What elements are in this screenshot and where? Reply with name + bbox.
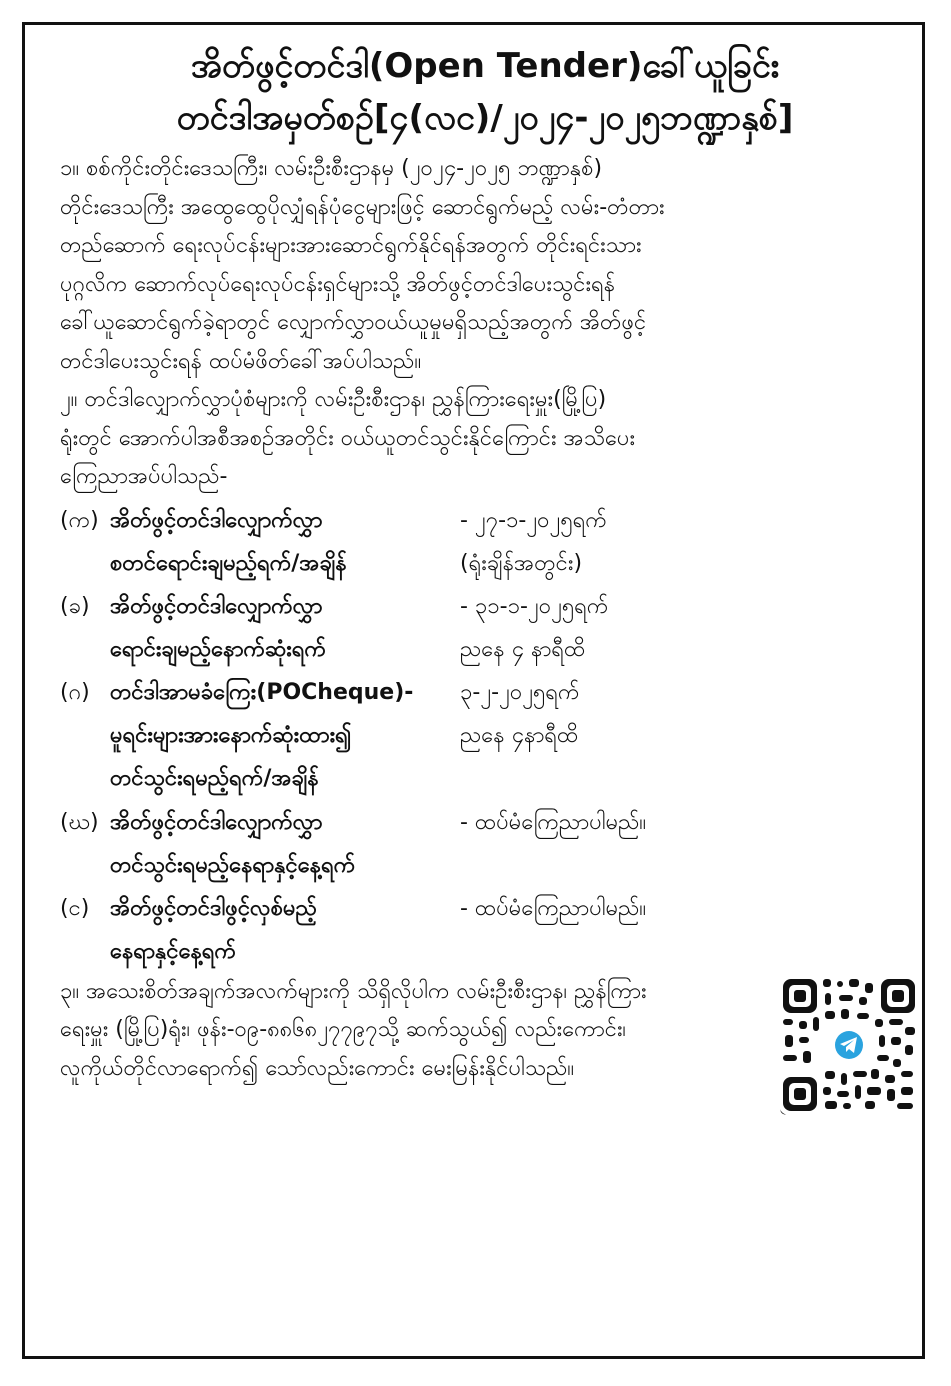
item-label-line: တင်ဒါအာမခံကြေး(POCheque)- — [110, 679, 414, 705]
item-value — [460, 887, 646, 930]
item-marker: (ဃ) — [60, 809, 99, 835]
item-label — [110, 801, 355, 887]
item-marker: (က) — [60, 507, 99, 533]
item-marker: (ခ) — [60, 593, 90, 619]
item-value-line: (ရုံးချိန်အတွင်း) — [460, 550, 583, 576]
paragraph-line: ၁။ စစ်ကိုင်းတိုင်းဒေသကြီး၊ လမ်းဦးစီးဌာနမှ (၂၀၂၄-၂၀၂၅ ဘဏ္ဍာနှစ်) — [60, 156, 603, 181]
item-value-line: - ထပ်မံကြေညာပါမည်။ — [460, 895, 647, 921]
item-value-line: - ၃၁-၁-၂၀၂၅ရက် — [460, 593, 609, 619]
item-value-line: ညနေ ၄ နာရီထိ — [460, 636, 586, 662]
schedule-list — [60, 499, 910, 973]
schedule-item-nga — [60, 887, 910, 973]
item-label — [110, 671, 413, 800]
item-label-line: တင်သွင်းရမည့်နေရာနှင့်နေ့ရက် — [110, 852, 356, 878]
paragraph-line: တည်ဆောက် ရေးလုပ်ငန်းများအားဆောင်ရွက်နိုင်ရန်အတွက် တိုင်းရင်းသား — [60, 233, 642, 258]
paragraph-line: တိုင်းဒေသကြီး အထွေထွေပိုလျှံရန်ပုံငွေများဖြင့် ဆောင်ရွက်မည့် လမ်း-တံတား — [60, 194, 665, 220]
item-label-line: တင်သွင်းရမည့်ရက်/အချိန် — [110, 765, 319, 791]
item-value-line: ၃-၂-၂၀၂၅ရက် — [460, 679, 580, 705]
item-marker: (ဂ) — [60, 679, 90, 705]
telegram-qr-icon[interactable] — [779, 975, 919, 1115]
item-value-line: - ၂၇-၁-၂၀၂၅ရက် — [460, 507, 607, 533]
paragraph-1 — [60, 150, 910, 381]
item-value-line: - ထပ်မံကြေညာပါမည်။ — [460, 809, 647, 835]
item-label — [110, 887, 317, 973]
schedule-item-ka — [60, 499, 910, 585]
item-label-line: အိတ်ဖွင့်တင်ဒါလျှောက်လွှာ — [110, 809, 323, 835]
item-label — [110, 585, 326, 671]
item-value-line: ညနေ ၄နာရီထိ — [460, 722, 579, 748]
item-value — [460, 499, 607, 585]
item-label-line: ရောင်းချမည့်နောက်ဆုံးရက် — [110, 636, 327, 662]
paragraph-line: ကြေညာအပ်ပါသည်- — [60, 464, 228, 489]
paragraph-line: ပုဂ္ဂလိက ဆောက်လုပ်ရေးလုပ်ငန်းရှင်များသို့ အိတ်ဖွင့်တင်ဒါပေးသွင်းရန် — [60, 271, 616, 297]
item-label-line: အိတ်ဖွင့်တင်ဒါဖွင့်လှစ်မည့် — [110, 895, 317, 921]
paragraph-line: တင်ဒါပေးသွင်းရန် ထပ်မံဖိတ်ခေါ်အပ်ပါသည်။ — [60, 348, 422, 374]
paragraph-line: ရုံးတွင် အောက်ပါအစီအစဉ်အတိုင်း ဝယ်ယူတင်သွင်းနိုင်ကြောင်း အသိပေး — [60, 425, 636, 451]
item-label — [110, 499, 347, 585]
item-label-line: စတင်ရောင်းချမည့်ရက်/အချိန် — [110, 550, 347, 576]
paragraph-line: လူကိုယ်တိုင်လာရောက်၍ သော်လည်းကောင်း မေးမြန်းနိုင်ပါသည်။ — [60, 1055, 575, 1081]
item-label-line: မူရင်းများအားနောက်ဆုံးထား၍ — [110, 722, 352, 748]
schedule-item-kha — [60, 585, 910, 671]
item-marker: (င) — [60, 895, 90, 921]
paragraph-line: ခေါ်ယူဆောင်ရွက်ခဲ့ရာတွင် လျှောက်လွှာဝယ်ယူမှုမရှိသည့်အတွက် အိတ်ဖွင့် — [60, 310, 647, 335]
tender-number: တင်ဒါအမှတ်စဉ်[၄(လင)/၂၀၂၄-၂၀၂၅ဘဏ္ဍာနှစ်] — [176, 98, 794, 138]
item-label-line: အိတ်ဖွင့်တင်ဒါလျှောက်လွှာ — [110, 593, 323, 619]
item-value — [460, 585, 608, 671]
item-label-line: နေရာနှင့်နေ့ရက် — [110, 938, 237, 964]
paragraph-line: ၃။ အသေးစိတ်အချက်အလက်များကို သိရှိလိုပါက လမ်းဦးစီးဌာန၊ ညွှန်ကြား — [60, 978, 647, 1004]
tender-notice — [60, 40, 910, 1128]
schedule-item-gha — [60, 801, 910, 887]
schedule-item-ga — [60, 671, 910, 801]
item-value — [460, 801, 646, 844]
item-label-line: အိတ်ဖွင့်တင်ဒါလျှောက်လွှာ — [110, 507, 323, 533]
paragraph-line: ၂။ တင်ဒါလျှောက်လွှာပုံစံများကို လမ်းဦးစီးဌာန၊ ညွှန်ကြားရေးမှူး(မြို့ပြ) — [60, 387, 607, 412]
paragraph-2 — [60, 381, 910, 497]
item-value — [460, 671, 580, 757]
paragraph-line: ရေးမှူး (မြို့ပြ)ရုံး၊ ဖုန်း-၀၉-၈၈၆၈၂၇၇၉၇သို့ ဆက်သွယ်၍ လည်းကောင်း၊ — [60, 1017, 627, 1042]
notice-title: အိတ်ဖွင့်တင်ဒါ(Open Tender)ခေါ်ယူခြင်း — [190, 46, 780, 86]
